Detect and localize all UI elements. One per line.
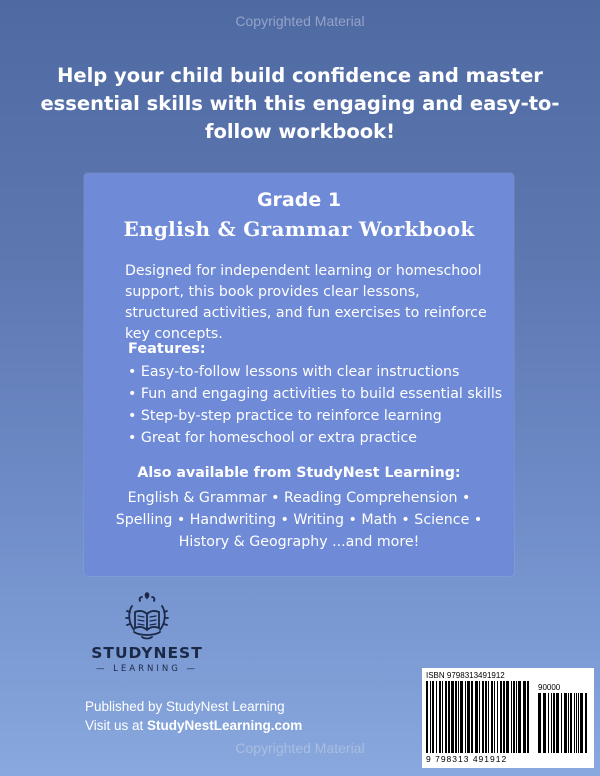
feature-item: • Fun and engaging activities to build essential skills xyxy=(128,386,503,402)
logo-subtitle: — LEARNING — xyxy=(95,664,199,674)
website-link[interactable]: StudyNestLearning.com xyxy=(147,718,303,733)
copyright-watermark-bottom: Copyrighted Material xyxy=(235,740,365,756)
isbn-label: ISBN 9798313491912 xyxy=(426,671,505,680)
studynest-logo xyxy=(82,592,212,682)
feature-item: • Easy-to-follow lessons with clear instructions xyxy=(128,364,460,380)
book-description: Designed for independent learning or homeschool support, this book provides clear lessons, structured activities, and fun exercises to reinforce key concepts. xyxy=(125,263,487,342)
copyright-watermark-top: Copyrighted Material xyxy=(235,13,365,29)
features-heading: Features: xyxy=(128,341,206,357)
feature-item: • Great for homeschool or extra practice xyxy=(128,430,417,446)
description-panel xyxy=(84,173,514,576)
price-code: 90000 xyxy=(538,683,561,692)
back-cover-headline: Help your child build confidence and master essential skills with this engaging and easy-to-follow workbook! xyxy=(40,64,560,143)
feature-item: • Step-by-step practice to reinforce learning xyxy=(128,408,442,424)
visit-us-text xyxy=(85,718,302,733)
book-title: English & Grammar Workbook xyxy=(123,217,475,241)
subjects-list: English & Grammar • Reading Comprehension • Spelling • Handwriting • Writing • Math • Science • History & Geography ...and more! xyxy=(115,490,483,550)
visit-prefix: Visit us at xyxy=(85,718,148,733)
isbn-digits: 9 798313 491912 xyxy=(426,754,508,764)
open-book-laurel-icon xyxy=(120,592,174,642)
also-available-heading: Also available from StudyNest Learning: xyxy=(137,465,461,481)
published-by-text: Published by StudyNest Learning xyxy=(85,699,285,714)
grade-label: Grade 1 xyxy=(256,189,342,211)
logo-name: STUDYNEST xyxy=(91,644,203,662)
features-list xyxy=(128,361,508,449)
